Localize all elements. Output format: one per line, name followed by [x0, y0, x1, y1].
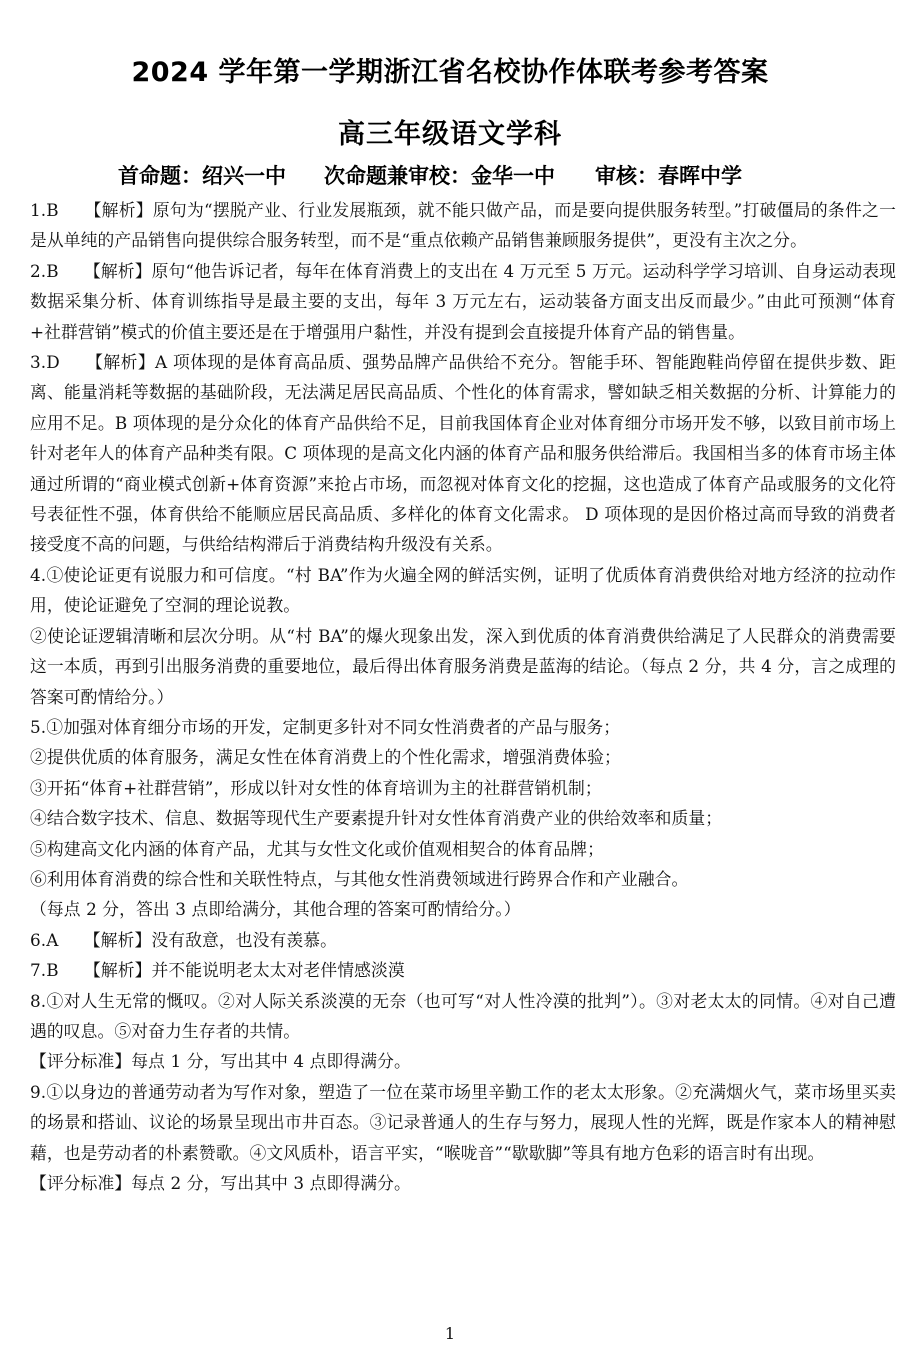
page-title: 2024 学年第一学期浙江省名校协作体联考参考答案	[131, 57, 769, 88]
answer-5-scoring: （每点 2 分，答出 3 点即给满分，其他合理的答案可酌情给分。）	[30, 899, 521, 920]
page-subtitle: 高三年级语文学科	[338, 119, 562, 150]
answer-4-point-1: 4.①使论证更有说服力和可信度。“村 BA”作为火遍全网的鲜活实例，证明了优质体育消费供给对地方经济的拉动作用，使论证避免了空洞的理论说教。	[30, 564, 896, 616]
answer-8: 8.①对人生无常的慨叹。②对人际关系淡漠的无奈（也可写“对人性冷漠的批判”）。③对老太太的同情。④对自己遭遇的叹息。⑤对奋力生存者的共情。	[30, 990, 896, 1041]
answer-6: 6.A 【解析】没有敌意，也没有羡慕。	[30, 929, 338, 950]
credit-second-setter: 次命题兼审校：金华一中	[324, 164, 555, 188]
answer-1: 1.B 【解析】原句为“摆脱产业、行业发展瓶颈，就不能只做产品，而是要向提供服务转型。”打破僵局的条件之一是从单纯的产品销售向提供综合服务转型，而不是“重点依赖产品销售兼顾服务提供”，更没有主次之分。	[30, 200, 896, 251]
answer-5-point-2: ②提供优质的体育服务，满足女性在体育消费上的个性化需求，增强消费体验；	[30, 747, 621, 768]
answer-3: 3.D 【解析】A 项体现的是体育高品质、强势品牌产品供给不充分。智能手环、智能跑鞋尚停留在提供步数、距离、能量消耗等数据的基础阶段，无法满足居民高品质、个性化的体育需求，譬如缺乏相关数据的分析、计算能力的应用不足。B 项体现的是分众化的体育产品供给不足，目前我国体育企业对体育细分市场开发不够，以致目前市场上针对老年人的体育产品种类有限。C 项体现的是高文化内涵的体育产品和服务供给滞后。我国相当多的体育市场主体通过所谓的“商业模式创新+体育资源”来抢占市场，而忽视对体育文化的挖掘，这也造成了体育产品或服务的文化符号表征性不强，体育供给不能顺应居民高品质、多样化的体育文化需求。 D 项体现的是因价格过高而导致的消费者接受度不高的问题，与供给结构滞后于消费结构升级没有关系。	[30, 352, 896, 555]
answer-9: 9.①以身边的普通劳动者为写作对象，塑造了一位在菜市场里辛勤工作的老太太形象。②充满烟火气，菜市场里买卖的场景和搭讪、议论的场景呈现出市井百态。③记录普通人的生存与努力，展现人性的光辉，既是作家本人的精神慰藉，也是劳动者的朴素赞歌。④文风质朴，语言平实，“喉咙音”“歇歇脚”等具有地方色彩的语言时有出现。	[30, 1081, 896, 1163]
answer-2: 2.B 【解析】原句“他告诉记者，每年在体育消费上的支出在 4 万元至 5 万元。运动科学学习培训、自身运动表现数据采集分析、体育训练指导是最主要的支出，每年 3 万元左右，运动装备方面支出反而最少。”由此可预测“体育+社群营销”模式的价值主要还是在于增强用户黏性，并没有提到会直接提升体育产品的销售量。	[30, 260, 896, 342]
answer-5-point-4: ④结合数字技术、信息、数据等现代生产要素提升针对女性体育消费产业的供给效率和质量；	[30, 808, 723, 829]
answer-7: 7.B 【解析】并不能说明老太太对老伴情感淡漠	[30, 960, 405, 981]
answer-5-point-1: 5.①加强对体育细分市场的开发，定制更多针对不同女性消费者的产品与服务；	[30, 716, 621, 737]
answer-9-scoring: 【评分标准】每点 2 分，写出其中 3 点即得满分。	[30, 1173, 411, 1193]
answer-4-point-2: ②使论证逻辑清晰和层次分明。从“村 BA”的爆火现象出发，深入到优质的体育消费供给满足了人民群众的消费需要这一本质，再到引出服务消费的重要地位，最后得出体育服务消费是蓝海的结论。（每点 2 分，共 4 分，言之成理的答案可酌情给分。）	[30, 625, 896, 707]
credits-line	[118, 160, 838, 190]
answer-5-point-6: ⑥利用体育消费的综合性和关联性特点，与其他女性消费领域进行跨界合作和产业融合。	[30, 868, 689, 889]
answer-5-point-5: ⑤构建高文化内涵的体育产品，尤其与女性文化或价值观相契合的体育品牌；	[30, 838, 604, 859]
credit-reviewer: 审核：春晖中学	[595, 164, 742, 188]
page-number: 1	[444, 1324, 456, 1343]
answer-5-point-3: ③开拓“体育+社群营销”，形成以针对女性的体育培训为主的社群营销机制；	[30, 777, 602, 798]
answer-8-scoring: 【评分标准】每点 1 分，写出其中 4 点即得满分。	[30, 1051, 411, 1072]
credit-first-setter: 首命题：绍兴一中	[118, 164, 286, 188]
answer-body	[30, 195, 896, 1198]
